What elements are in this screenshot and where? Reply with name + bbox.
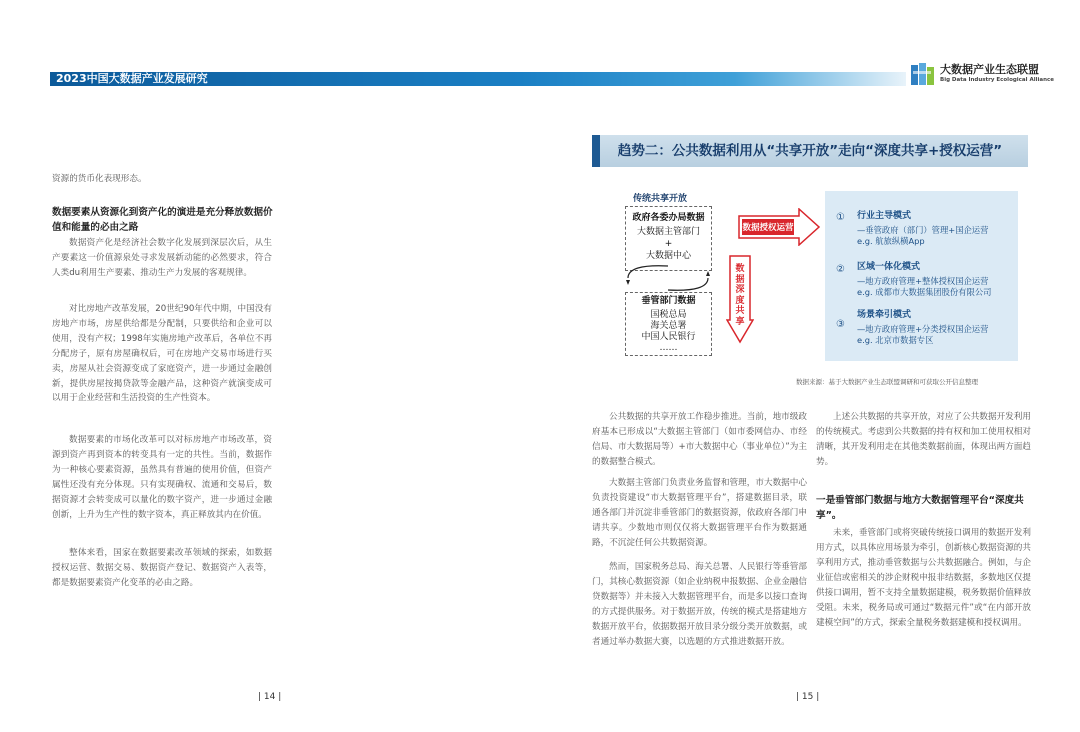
mode-3-line2: e.g. 北京市数据专区 xyxy=(857,335,934,345)
big-data-authority: 大数据主管部门 xyxy=(636,227,700,237)
vertical-item: 中国人民银行 xyxy=(641,332,696,342)
right-col1-paragraph-2: 大数据主管部门负责业务监督和管理，市大数据中心负责投资建设“市大数据管理平台”，搭建数据目录，联通各部门并沉淀非垂管部门的数据资源，依政府各部门申请共享。少数地市则仅仅将大数据管理平台作为数据通路，不沉淀任何公共数据资源。 xyxy=(592,478,807,548)
mode-1-line2: e.g. 航旅纵横App xyxy=(857,236,925,246)
mode-2-number: ② xyxy=(836,264,845,275)
right-col2-paragraph-1: 上述公共数据的共享开放，对应了公共数据开发利用的传统模式。考虑到公共数据的持有权和加工使用权相对清晰，其开发利用走在其他类数据前面，体现出两方面趋势。 xyxy=(816,412,1031,467)
right-col1-paragraph-3: 然而，国家税务总局、海关总署、人民银行等垂管部门，其核心数据资源（如企业纳税申报数据、企业金融信贷数据等）并未接入大数据管理平台，而是多以接口查询的方式提供服务。对于数据开放，传统的模式是搭建地方数据开放平台，依据数据开放目录分级分类开放数据，或者通过举办数据大赛，以选题的方式推进数据开放。 xyxy=(592,562,807,647)
section-heading: 数据要素从资源化到资产化的演进是充分释放数据价值和能量的必由之路 xyxy=(52,207,273,233)
page-number-left: | 14 | xyxy=(258,692,282,702)
mode-1-number: ① xyxy=(836,212,845,223)
paragraph-4: 整体来看，国家在数据要素改革领域的探索，如数据授权运营、数据交易、数据资产登记、数据资产入表等，都是数据要素资产化变革的必由之路。 xyxy=(52,548,272,588)
vertical-data: 垂管部门数据 xyxy=(641,296,696,306)
alliance-logo-icon xyxy=(910,62,938,86)
big-data-center: 大数据中心 xyxy=(645,251,691,261)
gov-office-data: 政府各委办局数据 xyxy=(632,213,705,223)
authorized-operation-label: 数据授权运营 xyxy=(742,223,794,233)
intro-paragraph: 资源的货币化表现形态。 xyxy=(52,174,147,184)
mode-3-number: ③ xyxy=(836,319,845,330)
deep-share-label: 数据深度共享 xyxy=(735,264,745,327)
report-title: 2023中国大数据产业发展研究 xyxy=(56,72,208,85)
mode-2-line1: —地方政府管理+整体授权国企运营 xyxy=(857,276,989,286)
right-col2-heading: 一是垂管部门数据与地方大数据管理平台“深度共享”。 xyxy=(816,495,1024,521)
mode-2-line2: e.g. 成都市大数据集团股份有限公司 xyxy=(857,287,992,297)
right-col1-paragraph-1: 公共数据的共享开放工作稳步推进。当前，地市级政府基本已形成以“大数据主管部门（如市委网信办、市经信局、市大数据局等）+市大数据中心（事业单位）”为主的数据整合模式。 xyxy=(592,412,807,467)
mode-3-line1: —地方政府管理+分类授权国企运营 xyxy=(857,324,989,334)
mode-3-title: 场景牵引模式 xyxy=(857,310,912,320)
page-number-right: | 15 | xyxy=(796,692,820,702)
logo-english-name: Big Data Industry Ecological Alliance xyxy=(940,77,1054,83)
mode-1-line1: —垂管政府（部门）管理+国企运营 xyxy=(857,225,989,235)
traditional-label: 传统共享开放 xyxy=(632,194,687,204)
mode-2-title: 区域一体化模式 xyxy=(857,262,921,272)
vertical-item: 海关总署 xyxy=(650,321,687,331)
logo-chinese-name: 大数据产业生态联盟 xyxy=(940,63,1039,76)
vertical-item: …… xyxy=(659,343,678,353)
trend-title: 趋势二：公共数据利用从“共享开放”走向“深度共享+授权运营” xyxy=(617,143,1003,159)
plus-sign: + xyxy=(664,239,673,249)
vertical-item: 国税总局 xyxy=(650,310,687,320)
mode-1-title: 行业主导模式 xyxy=(857,211,912,221)
paragraph-1: 数据资产化是经济社会数字化发展到深层次后，从生产要素这一价值源泉处寻求发展新动能的必然要求，符合人类du利用生产要素、推动生产力发展的客观规律。 xyxy=(52,238,272,278)
paragraph-2: 对比房地产改革发展，20世纪90年代中期，中国没有房地产市场，房屋供给都是分配制，只要供给和企业可以使用，没有产权；1998年实施房地产改革后，各单位不再分配房子，原有房屋确权后，可在房地产交易市场进行买卖，房屋从社会资源变成了家庭资产，进一步通过金融创新，提供房屋按揭贷款等金融产品，这种资产就演变成可以用于企业经营和生活投资的生产性资本。 xyxy=(52,304,272,404)
data-source-note: 数据来源：基于大数据产业生态联盟调研和可获取公开信息整理 xyxy=(796,378,978,386)
paragraph-3: 数据要素的市场化改革可以对标房地产市场改革，资源到资产再到资本的转变具有一定的共性。当前，数据作为一种核心要素资源，虽然具有普遍的使用价值，但资产属性还没有充分体现。只有实现确权、流通和交易后，数据资源才会转变成可以量化的数字资产，进一步通过金融创新，上升为生产性的数字资本，真正释放其内在价值。 xyxy=(52,435,272,520)
right-col2-paragraph-2: 未来，垂管部门或将突破传统接口调用的数据开发利用方式，以具体应用场景为牵引，创新核心数据资源的共享利用方式，推动垂管数据与公共数据融合。例如，与企业征信或密相关的涉企财税申报非结数据，多数地区仅提供接口调用，暂不支持全量数据建模，税务数据价值释放受阻。未来，税务局或可通过“数据元件”或“在内部开放建模空间”的方式，探索全量税务数据建模和授权调用。 xyxy=(816,528,1031,628)
